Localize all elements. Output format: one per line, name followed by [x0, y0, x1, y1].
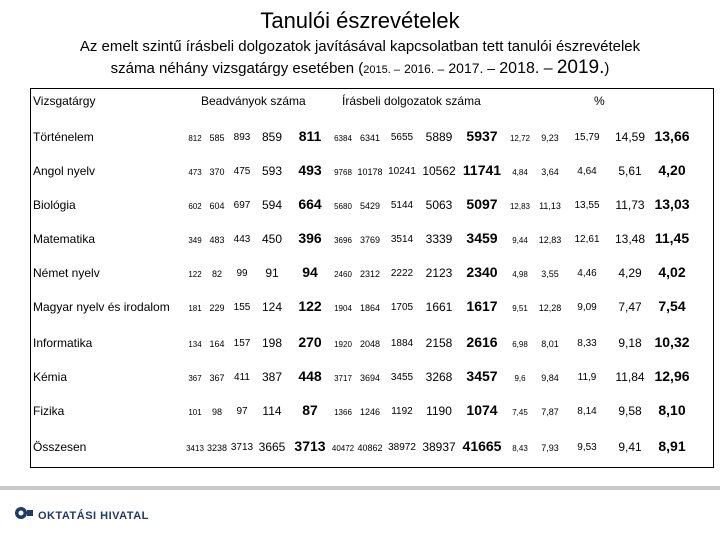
cell-submitted: 448: [298, 368, 322, 384]
year-2018: 2018. –: [499, 60, 553, 77]
footer-divider: [0, 486, 720, 490]
cell-percent: 10,32: [654, 334, 690, 350]
cell-percent: 14,59: [614, 130, 646, 144]
cell-papers: 1864: [359, 303, 381, 313]
cell-percent: 7,45: [512, 408, 528, 417]
cell-submitted: 229: [209, 303, 225, 313]
page-title: Tanulói észrevételek: [260, 8, 460, 33]
cell-papers: 38937: [422, 440, 456, 454]
cell-submitted: 387: [261, 370, 283, 384]
cell-submitted: 94: [302, 264, 318, 280]
row-label: Fizika: [33, 404, 65, 418]
cell-submitted: 594: [261, 198, 283, 212]
cell-submitted: 181: [188, 304, 202, 313]
cell-percent: 9,18: [618, 336, 642, 350]
cell-percent: 8,43: [512, 444, 528, 453]
cell-percent: 7,54: [658, 298, 686, 314]
year-2017: 2017. –: [448, 60, 496, 76]
cell-submitted: 164: [209, 339, 225, 349]
cell-papers: 11741: [462, 162, 502, 178]
cell-submitted: 3238: [206, 443, 228, 453]
cell-percent: 8,91: [658, 438, 686, 454]
cell-papers: 2048: [359, 339, 381, 349]
cell-submitted: 450: [261, 232, 283, 246]
cell-submitted: 101: [188, 408, 202, 417]
cell-papers: 1904: [334, 304, 352, 313]
cell-percent: 8,33: [577, 338, 597, 349]
cell-submitted: 98: [211, 407, 223, 417]
cell-submitted: 475: [233, 166, 251, 177]
cell-percent: 7,93: [541, 443, 559, 453]
cell-papers: 5889: [425, 130, 453, 144]
cell-papers: 1617: [466, 298, 498, 314]
row-label: Kémia: [33, 370, 68, 384]
cell-submitted: 124: [261, 300, 283, 314]
cell-submitted: 483: [209, 235, 225, 245]
cell-submitted: 3413: [186, 444, 204, 453]
cell-submitted: 82: [211, 269, 223, 279]
subtitle-suffix: ): [604, 60, 610, 77]
cell-submitted: 396: [298, 230, 322, 246]
cell-percent: 4,20: [658, 162, 686, 178]
cell-submitted: 602: [188, 202, 202, 211]
cell-submitted: 812: [188, 134, 202, 143]
cell-percent: 11,45: [654, 230, 690, 246]
cell-percent: 9,58: [618, 404, 642, 418]
cell-papers: 2312: [359, 269, 381, 279]
cell-percent: 3,55: [541, 269, 559, 279]
column-header-subject: Vizsgatárgy: [33, 94, 96, 108]
cell-papers: 6384: [334, 134, 352, 143]
cell-papers: 3455: [390, 372, 414, 383]
cell-papers: 3769: [359, 235, 381, 245]
cell-papers: 3339: [425, 232, 453, 246]
cell-papers: 1192: [391, 406, 413, 417]
cell-submitted: 697: [233, 200, 251, 211]
cell-papers: 1884: [390, 338, 414, 349]
cell-percent: 7,47: [618, 300, 642, 314]
cell-percent: 9,6: [514, 374, 526, 383]
cell-submitted: 593: [261, 164, 283, 178]
cell-papers: 38972: [388, 442, 416, 453]
cell-submitted: 3713: [230, 442, 254, 453]
cell-papers: 5655: [390, 132, 414, 143]
cell-submitted: 114: [262, 404, 282, 418]
cell-percent: 9,41: [618, 440, 642, 454]
cell-papers: 2340: [466, 264, 498, 280]
cell-percent: 8,10: [658, 402, 686, 418]
cell-papers: 41665: [462, 438, 502, 454]
cell-percent: 11,73: [615, 198, 645, 212]
cell-submitted: 157: [233, 338, 251, 349]
cell-papers: 1661: [425, 300, 453, 314]
cell-percent: 13,03: [654, 196, 690, 212]
row-label: Informatika: [33, 336, 93, 350]
cell-percent: 13,66: [654, 128, 690, 144]
year-2016: 2016. –: [404, 62, 445, 76]
cell-papers: 3696: [334, 236, 352, 245]
cell-percent: 12,72: [509, 134, 531, 143]
cell-percent: 11,13: [539, 201, 561, 211]
cell-percent: 4,46: [577, 268, 597, 279]
cell-papers: 3514: [390, 234, 414, 245]
cell-percent: 13,48: [614, 232, 646, 246]
cell-submitted: 367: [209, 373, 225, 383]
cell-submitted: 198: [261, 336, 283, 350]
cell-percent: 12,28: [538, 303, 562, 313]
cell-submitted: 473: [188, 168, 202, 177]
row-label: Matematika: [33, 232, 96, 246]
column-header-percent: %: [594, 94, 605, 108]
cell-percent: 7,87: [541, 407, 559, 417]
cell-papers: 10562: [422, 164, 456, 178]
oktatasi-hivatal-logo-icon: [14, 504, 34, 527]
cell-percent: 3,64: [541, 167, 559, 177]
cell-submitted: 893: [233, 132, 251, 143]
cell-submitted: 493: [298, 162, 322, 178]
cell-papers: 2123: [425, 266, 453, 280]
cell-submitted: 3665: [258, 440, 286, 454]
cell-submitted: 811: [298, 128, 322, 144]
cell-papers: 3459: [466, 230, 498, 246]
cell-papers: 1366: [334, 408, 352, 417]
cell-percent: 12,61: [574, 234, 600, 245]
subtitle-prefix: száma néhány vizsgatárgy esetében (: [110, 60, 364, 77]
cell-submitted: 97: [236, 406, 248, 417]
cell-percent: 6,98: [512, 340, 528, 349]
cell-papers: 2616: [466, 334, 498, 350]
cell-submitted: 859: [261, 130, 283, 144]
cell-submitted: 134: [188, 340, 202, 349]
cell-percent: 11,9: [577, 372, 597, 383]
column-header-submitted: Beadványok száma: [201, 94, 306, 108]
cell-papers: 1246: [359, 407, 381, 417]
cell-percent: 5,61: [618, 164, 642, 178]
cell-submitted: 270: [298, 334, 322, 350]
subtitle-line-2: [0, 57, 720, 79]
cell-percent: 12,83: [538, 235, 562, 245]
row-label: Történelem: [33, 130, 94, 144]
row-label: Biológia: [33, 198, 76, 212]
cell-papers: 5144: [390, 200, 414, 211]
cell-submitted: 664: [298, 196, 322, 212]
cell-papers: 1074: [466, 402, 498, 418]
row-label: Német nyelv: [33, 266, 100, 280]
cell-submitted: 604: [209, 201, 225, 211]
year-2019: 2019.: [556, 57, 605, 78]
footer-logo: [14, 504, 149, 527]
logo-text: OKTATÁSI HIVATAL: [38, 509, 149, 522]
cell-papers: 1920: [334, 340, 352, 349]
cell-percent: 4,64: [577, 166, 597, 177]
cell-submitted: 367: [188, 374, 202, 383]
cell-submitted: 411: [234, 372, 250, 383]
cell-papers: 5429: [359, 201, 381, 211]
year-2015: 2015. –: [363, 64, 400, 76]
row-label: Magyar nyelv és irodalom: [33, 300, 170, 314]
cell-papers: 9768: [334, 168, 352, 177]
cell-submitted: 87: [302, 402, 318, 418]
cell-percent: 4,84: [512, 168, 528, 177]
cell-percent: 9,51: [512, 304, 528, 313]
cell-papers: 3694: [359, 373, 381, 383]
cell-papers: 40472: [331, 444, 355, 453]
cell-submitted: 585: [209, 133, 225, 143]
cell-papers: 3268: [425, 370, 453, 384]
cell-papers: 5063: [425, 198, 453, 212]
subtitle-line-1: Az emelt szintű írásbeli dolgozatok javításával kapcsolatban tett tanulói észrevételek: [79, 38, 641, 55]
cell-percent: 11,84: [615, 370, 645, 384]
cell-papers: 5680: [334, 202, 352, 211]
cell-percent: 9,44: [512, 236, 528, 245]
cell-papers: 2158: [425, 336, 453, 350]
cell-submitted: 349: [188, 236, 202, 245]
cell-papers: 2222: [390, 268, 414, 279]
cell-percent: 4,02: [658, 264, 686, 280]
cell-percent: 9,53: [577, 442, 597, 453]
cell-papers: 2460: [334, 270, 352, 279]
cell-submitted: 370: [209, 167, 225, 177]
cell-percent: 8,14: [577, 406, 597, 417]
cell-papers: 10241: [388, 166, 416, 177]
cell-submitted: 91: [265, 266, 279, 280]
cell-percent: 12,83: [509, 202, 531, 211]
row-label: Angol nyelv: [33, 164, 96, 178]
cell-papers: 10178: [357, 167, 383, 177]
cell-percent: 9,09: [577, 302, 597, 313]
cell-papers: 3457: [466, 368, 498, 384]
cell-percent: 8,01: [541, 339, 559, 349]
cell-papers: 1705: [390, 302, 414, 313]
cell-percent: 9,23: [541, 133, 559, 143]
cell-submitted: 122: [298, 298, 322, 314]
cell-submitted: 155: [233, 302, 251, 313]
cell-submitted: 99: [236, 268, 248, 279]
cell-percent: 9,84: [541, 373, 559, 383]
row-label: Összesen: [33, 440, 87, 454]
cell-submitted: 443: [233, 234, 251, 245]
cell-percent: 4,29: [618, 266, 642, 280]
cell-papers: 5937: [466, 128, 498, 144]
column-header-papers: Írásbeli dolgozatok száma: [342, 94, 481, 108]
cell-papers: 40862: [357, 443, 383, 453]
cell-percent: 4,98: [512, 270, 528, 279]
cell-papers: 5097: [466, 196, 498, 212]
cell-papers: 3717: [334, 374, 352, 383]
cell-percent: 13,55: [574, 200, 600, 211]
cell-submitted: 122: [188, 270, 202, 279]
cell-percent: 15,79: [574, 132, 600, 143]
cell-percent: 12,96: [654, 368, 690, 384]
cell-papers: 1190: [426, 404, 452, 418]
cell-papers: 6341: [359, 133, 381, 143]
cell-submitted: 3713: [294, 438, 326, 454]
